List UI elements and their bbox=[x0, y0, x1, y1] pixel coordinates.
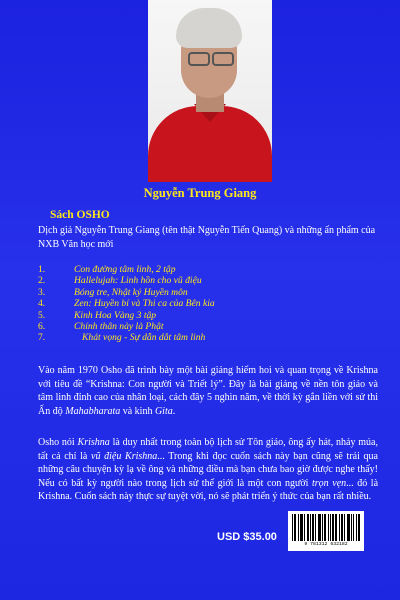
description-paragraph-2: Osho nói Krishna là duy nhất trong toàn bộ lịch sử Tôn giáo, ông ấy hát, nhảy múa, tất cả chỉ là vũ điệu Krishna... Trong khi đọc cuốn sách này bạn cũng sẽ trải qua những câu chuyện kỳ lạ về ông và những điều mà bạn chưa bao giờ được nghe thấy! Nếu có bất kỳ người nào trong lịch sử thế giới là một con người trọn vẹn... đó là Krishna. Cuốn sách này thực sự tuyệt vời, nó sẽ phát triển ý thức của bạn rất nhiều. bbox=[38, 437, 379, 502]
series-label: Sách OSHO bbox=[50, 209, 110, 221]
isbn-number: 9 781312 632182 bbox=[304, 542, 348, 547]
book-number: 4. bbox=[38, 298, 46, 310]
book-title: Con đường tâm linh, 2 tập bbox=[74, 264, 176, 275]
book-item bbox=[38, 310, 378, 321]
book-number: 2. bbox=[38, 275, 46, 287]
book-title: Chính thân này là Phật bbox=[74, 320, 164, 332]
author-name: Nguyễn Trung Giang bbox=[143, 186, 257, 200]
book-item bbox=[38, 264, 378, 275]
book-title: Zen: Huyền bí và Thi ca của Bên kia bbox=[74, 298, 215, 310]
book-title: Kinh Hoa Vàng 3 tập bbox=[74, 309, 157, 321]
book-number: 1. bbox=[38, 264, 46, 275]
book-number: 7. bbox=[38, 332, 46, 344]
book-list bbox=[38, 264, 378, 344]
book-title: Khát vọng - Sự dẫn dắt tâm linh bbox=[82, 332, 206, 344]
book-item bbox=[38, 287, 378, 298]
barcode bbox=[288, 511, 364, 551]
barcode-bars-icon bbox=[292, 514, 360, 541]
book-item bbox=[38, 298, 378, 309]
intro-text: Dịch giả Nguyễn Trung Giang (tên thật Nguyễn Tiến Quang) và những ấn phẩm của NXB Văn học mới bbox=[38, 225, 376, 250]
author-photo bbox=[148, 0, 272, 182]
book-number: 6. bbox=[38, 320, 46, 332]
book-item bbox=[38, 275, 378, 286]
price-label: USD $35.00 bbox=[217, 531, 277, 543]
book-number: 5. bbox=[38, 309, 46, 321]
description-paragraph-1: Vào năm 1970 Osho đã trình bày một bài giảng hiếm hoi và quan trọng về Krishna với tiêu đề “Krishna: Con người và Triết lý”. Đây là bài giảng về nền tôn giáo và tâm linh đỉnh cao của nhân loại, cách đây 5 nghìn năm, về thời kỳ gắn liền với sử thi Ấn độ Mahabharata và kinh Gita. bbox=[38, 365, 378, 417]
book-item bbox=[38, 332, 378, 343]
book-title: Hallelujah: Linh hồn cho vũ điệu bbox=[74, 275, 202, 287]
book-item bbox=[38, 321, 378, 332]
book-number: 3. bbox=[38, 286, 46, 298]
book-title: Bóng tre, Nhật ký Huyền môn bbox=[74, 286, 188, 298]
